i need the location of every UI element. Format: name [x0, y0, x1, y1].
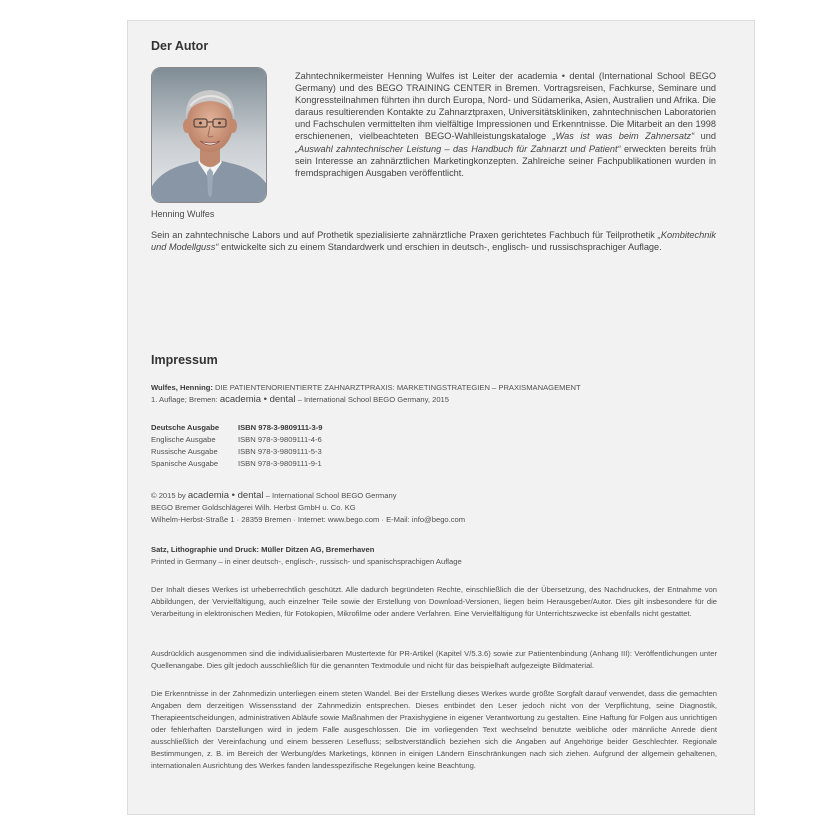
isbn-number: ISBN 978-3-9809111-4-6: [238, 435, 322, 444]
bio-title-1: „Was ist was beim Zahnersatz“: [552, 131, 695, 142]
isbn-number: ISBN 978-3-9809111-3-9: [238, 423, 323, 432]
academia-dental-logo: academia • dental: [219, 394, 296, 405]
section-heading-impressum: Impressum: [151, 353, 218, 367]
address-line: Wilhelm-Herbst-Straße 1 · 28359 Bremen · Internet: www.bego.com · E-Mail: info@bego.com: [151, 515, 466, 524]
legal-paragraph-3: Die Erkenntnisse in der Zahnmedizin unterliegen einem steten Wandel. Bei der Erstellung dieses Werkes wurde größte Sorgfalt darauf verwendet, dass die gemachten Angaben dem derzeitigen Wissensstand der Zahnmedizin entsprechen. Dieses entbindet den Leser jedoch nicht von der Verpflichtung, seine Diagnostik, Therapieentscheidungen, administrativen Abläufe sowie Maßnahmen der Praxishygiene in eigener Verantwortung zu gestalten. Eine Haftung für Folgen aus unrichtigen oder fehlerhaften Darstellungen wird in jedem Falle ausgeschlossen. Die im vorliegenden Text wechselnd benutzte weibliche oder männliche Anrede dient ausschließlich der Vereinfachung und einem besseren Lesefluss; selbstverständlich beziehen sich die Angaben auf Angehörige beider Geschlechter. Regionale Bestimmungen, z. B. im Bereich der Werbung/des Marketings, können in einigen Ländern Einschränkungen nach sich ziehen. Aufgrund der allgemein gehaltenen, internationalen Ausrichtung des Werkes fanden landesspezifische Regelungen keine Beachtung.: [151, 689, 717, 770]
isbn-number: ISBN 978-3-9809111-9-1: [238, 459, 322, 468]
bio-text: Zahntechnikermeister Henning Wulfes ist Leiter der academia • dental (International School BEGO Germany) und des BEGO TRAINING CENTER in Bremen. Vortragsreisen, Fachkurse, Seminare und Kongressteilnahmen führten ihn durch Europa, Nord- und Südamerika, Asien, Australien und Afrika. Die daraus resultierenden Kontakte zu Zahnarztpraxen, Universitätskliniken, zahntechnischen Laboratorien und Fachschulen vermittelten ihm vielfältige Impressionen und Erkenntnisse. Die Mitarbeit an den 1998 erschienenen, vielbeachteten BEGO-Wahlleistungskataloge: [295, 71, 716, 142]
document-page: [127, 20, 755, 815]
bio-text: Sein an zahntechnische Labors und auf Prothetik spezialisierte zahnärztliche Praxen gerichtetes Fachbuch für Teilprothetik: [151, 230, 658, 240]
isbn-language: Spanische Ausgabe: [151, 459, 219, 468]
print-heading: Satz, Lithographie und Druck: Müller Ditzen AG, Bremerhaven: [151, 545, 375, 554]
isbn-language: Deutsche Ausgabe: [151, 423, 220, 432]
legal-paragraph-2: Ausdrücklich ausgenommen sind die individualisierbaren Mustertexte für PR-Artikel (Kapitel V/5.3.6) sowie zur Patientenbindung (Anhang III): Veröffentlichungen unter Quellenangabe. Dies gilt jedoch ausschließlich für die genannten Textmodule und nicht für das beispielhaft aufgezeigte Bildmaterial.: [151, 649, 717, 670]
legal-paragraph-1: Der Inhalt dieses Werkes ist urheberrechtlich geschützt. Alle dadurch begründeten Rechte, einschließlich die der Übersetzung, des Nachdruckes, der Entnahme von Abbildungen, der Vervielfältigung, auch einzelner Teile sowie der Erstellung von Download-Versionen, liegen beim Herausgeber/Autor. Dies gilt insbesondere für die Verarbeitung in elektronischen Medien, für Fotokopien, Mikrofilme oder andere Verfahren. Eine Vervielfältigung für Unterrichtszwecke ist ebenfalls nicht gestattet.: [151, 585, 717, 618]
photo-caption: Henning Wulfes: [151, 209, 215, 219]
print-line: Printed in Germany – in einer deutsch-, englisch-, russisch- und spanischsprachigen Auflage: [151, 557, 462, 566]
isbn-row: [151, 434, 717, 446]
copyright-text: © 2015 by: [151, 491, 188, 500]
author-bio-paragraph-2: [151, 229, 716, 253]
isbn-list: [151, 422, 717, 470]
isbn-row: [151, 422, 717, 434]
book-title-line: [151, 382, 717, 394]
bio-title-2: „Auswahl zahntechnischer Leistung – das Handbuch für Zahnarzt und Patient“: [295, 143, 621, 154]
author-bio-paragraph: [295, 70, 716, 179]
copyright-text-end: – International School BEGO Germany: [263, 491, 397, 500]
publisher-info: [151, 490, 717, 526]
bio-text: und: [694, 131, 716, 142]
bio-text: entwickelte sich zu einem Standardwerk und erschien in deutsch-, englisch- und russischsprachiger Auflage.: [218, 242, 662, 253]
edition-text: 1. Auflage; Bremen:: [151, 395, 220, 404]
section-heading-autor: Der Autor: [151, 39, 209, 53]
edition-text-end: – International School BEGO Germany, 2015: [295, 395, 450, 404]
isbn-number: ISBN 978-3-9809111-5-3: [238, 447, 322, 456]
book-title: DIE PATIENTENORIENTIERTE ZAHNARZTPRAXIS: MARKETINGSTRATEGIEN – PRAXISMANAGEMENT: [212, 383, 581, 392]
bio-text: erweckten bereits früh sein Interesse an zahnärztlichen Marketingkonzepten. Zahlreiche seiner Fachpublikationen wurden in fremdsprachigen Ausgaben veröffentlicht.: [295, 143, 716, 178]
edition-line: [151, 394, 717, 406]
company-line: BEGO Bremer Goldschlägerei Wilh. Herbst GmbH u. Co. KG: [151, 503, 356, 512]
book-author: Wulfes, Henning:: [151, 383, 213, 392]
isbn-row: [151, 446, 717, 458]
academia-dental-logo: academia • dental: [187, 490, 264, 501]
isbn-language: Englische Ausgabe: [151, 435, 216, 444]
author-portrait: [151, 67, 267, 203]
book-info: [151, 382, 717, 406]
copyright-line: [151, 490, 717, 502]
print-info: [151, 544, 717, 568]
author-photo: [152, 68, 267, 203]
isbn-row: [151, 458, 717, 470]
isbn-language: Russische Ausgabe: [151, 447, 218, 456]
bio-title-3: „Kombitechnik und Modellguss“: [151, 230, 716, 253]
